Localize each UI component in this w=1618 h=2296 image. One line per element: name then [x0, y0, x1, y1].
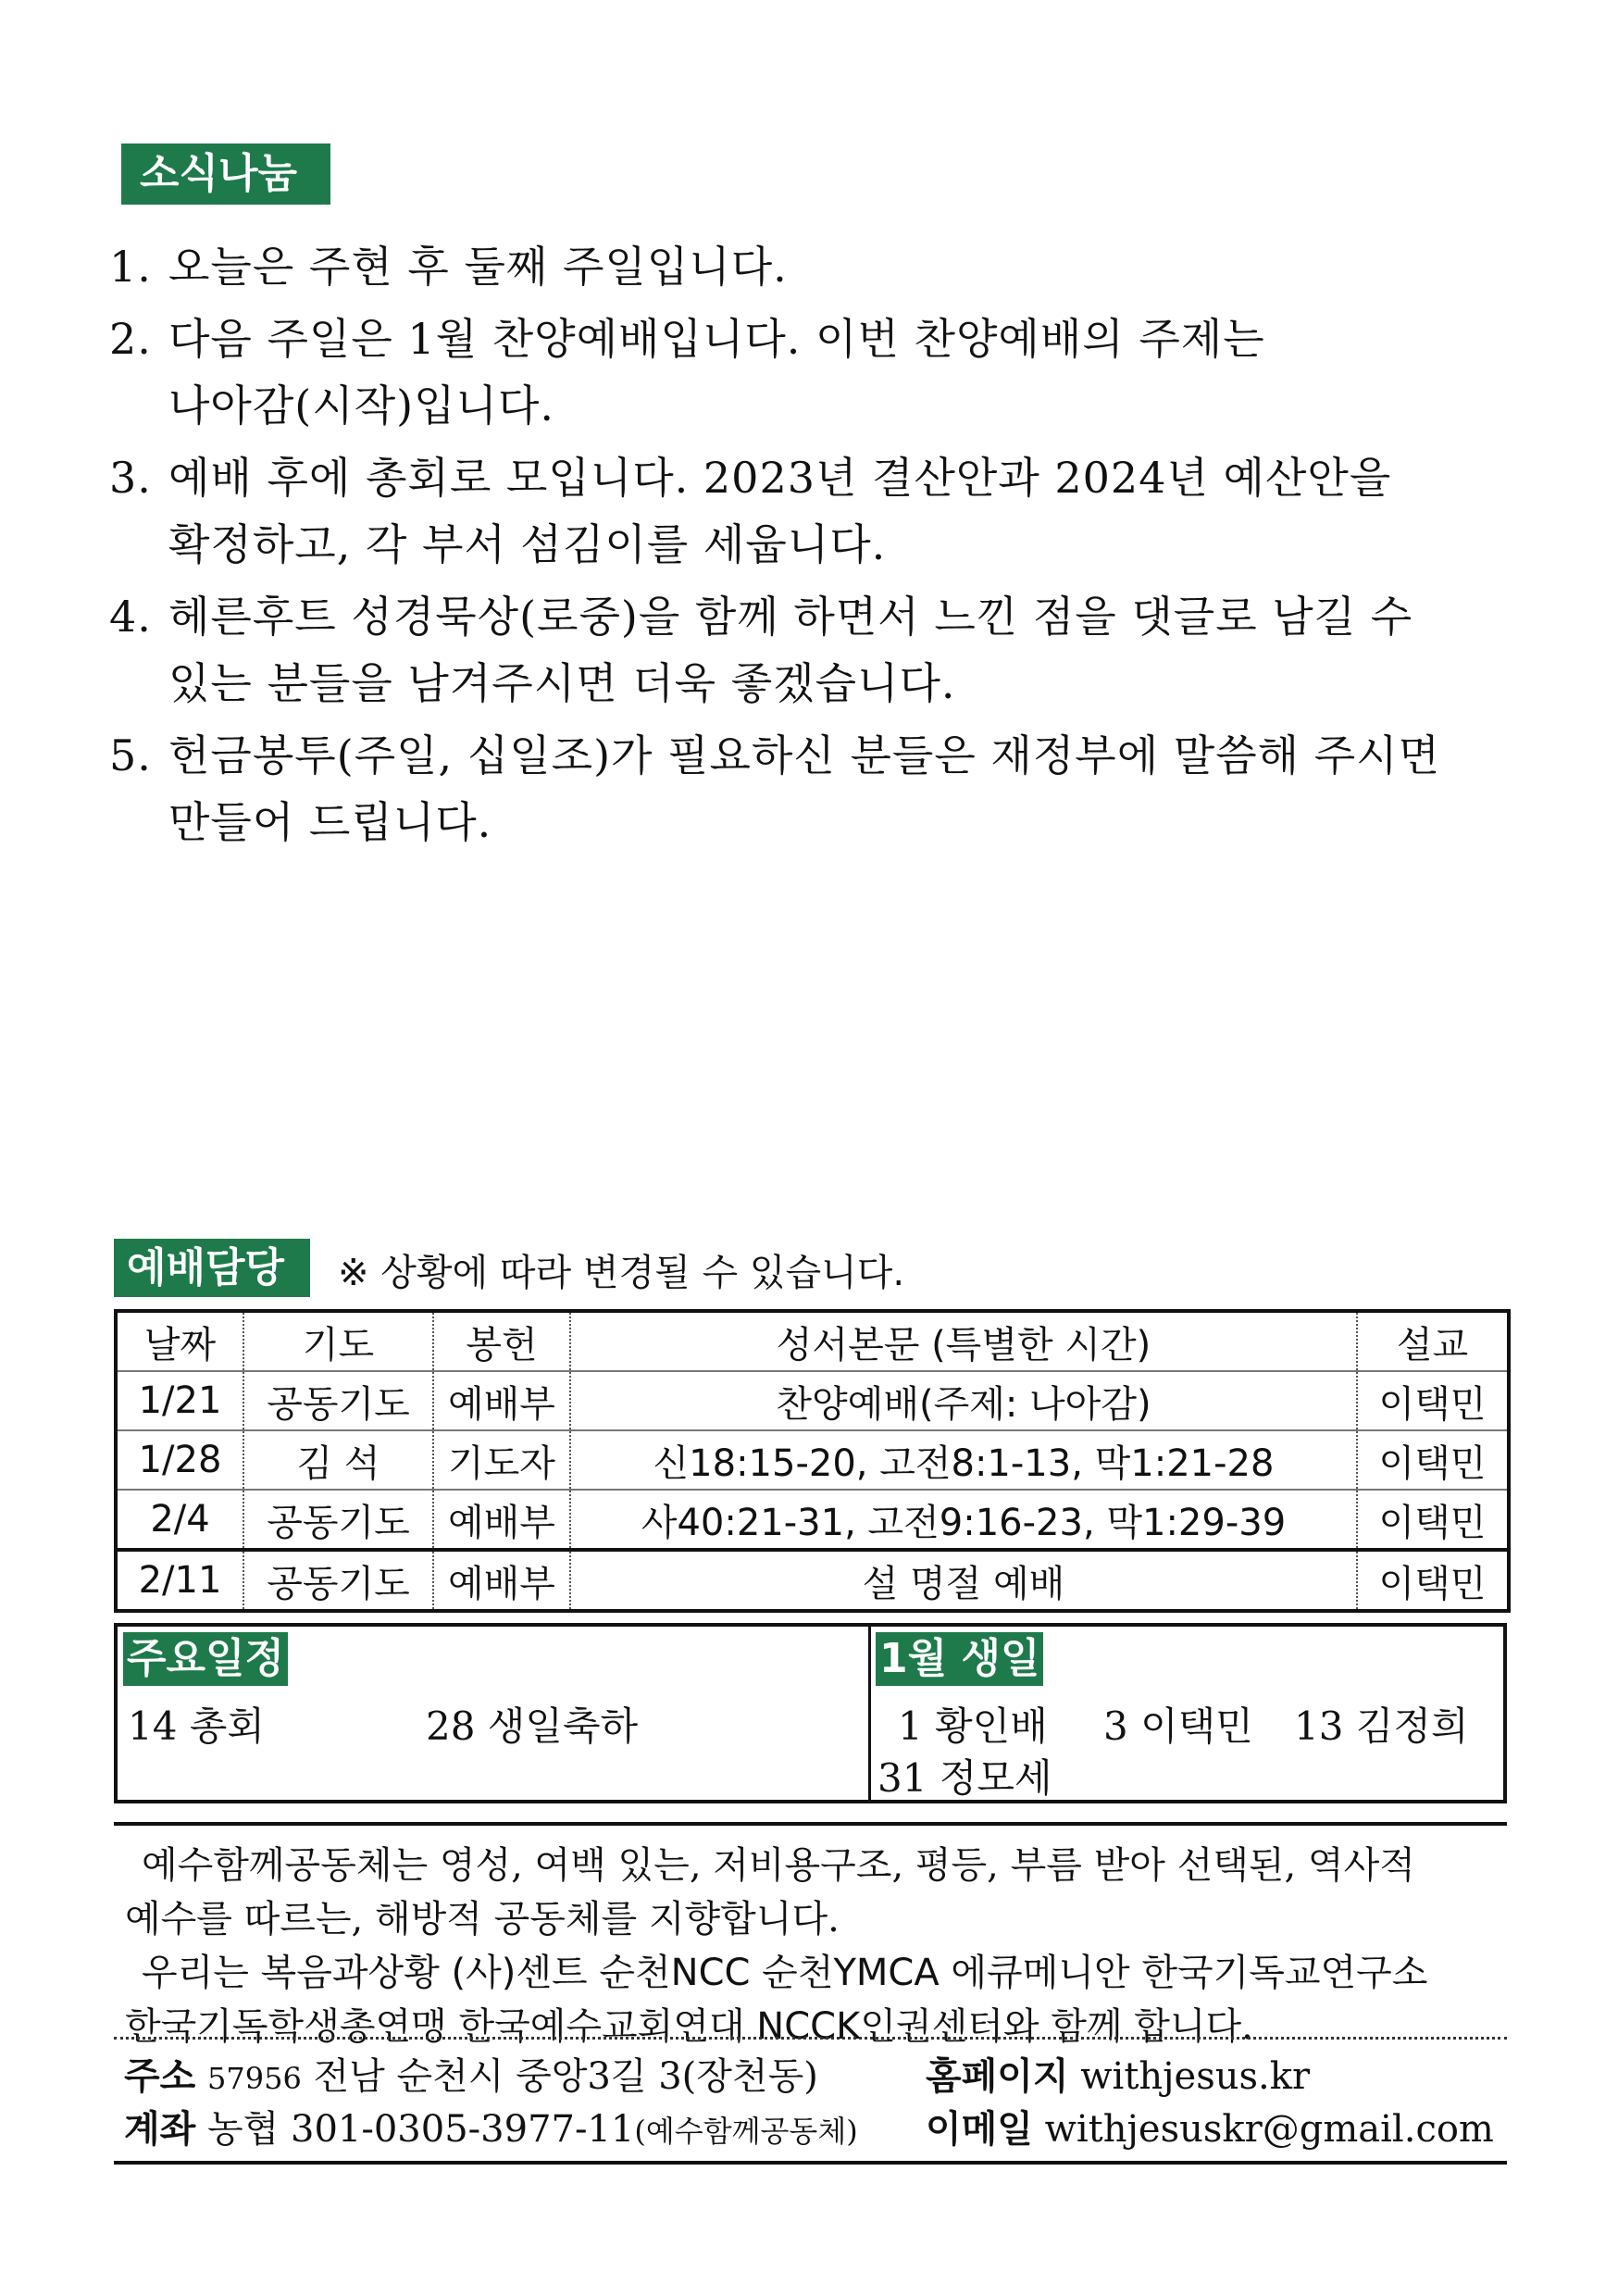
cell-scripture: 찬양예배(주제: 나아감) — [570, 1371, 1357, 1430]
header-prayer: 기도 — [243, 1311, 433, 1371]
event-item: 28 생일축하 — [426, 1703, 639, 1749]
address-label: 주소 — [124, 2055, 196, 2098]
birthday-item: 31 정모세 — [877, 1755, 1052, 1801]
cell-date: 1/28 — [116, 1430, 243, 1490]
box-divider — [868, 1627, 871, 1800]
birthday-item: 3 이택민 — [1103, 1703, 1253, 1749]
address-line — [124, 2051, 818, 2104]
table-row — [116, 1430, 1509, 1490]
about-line: 예수함께공동체는 영성, 여백 있는, 저비용구조, 평등, 부름 받아 선택된, 역사적 — [142, 1844, 1415, 1887]
address-zip: 57956 — [207, 2061, 302, 2096]
news-list — [109, 233, 1479, 861]
email-label: 이메일 — [926, 2108, 1033, 2151]
email-line — [926, 2103, 1494, 2155]
table-header-row — [116, 1311, 1509, 1371]
dotted-divider — [114, 2037, 1507, 2040]
cell-offering: 예배부 — [433, 1371, 570, 1430]
account-holder: (예수함께공동체) — [634, 2114, 858, 2149]
cell-date: 2/11 — [116, 1550, 243, 1611]
cell-sermon: 이택민 — [1357, 1490, 1509, 1550]
address-text: 전남 순천시 중앙3길 3(장천동) — [313, 2055, 818, 2098]
homepage-link[interactable]: withjesus.kr — [1080, 2055, 1311, 2098]
table-row — [116, 1371, 1509, 1430]
cell-prayer: 김 석 — [243, 1430, 433, 1490]
cell-scripture: 설 명절 예배 — [570, 1550, 1357, 1611]
news-item: 1. 오늘은 주현 후 둘째 주일입니다. — [109, 242, 788, 292]
news-item: 4. 헤른후트 성경묵상(로중)을 함께 하면서 느낀 점을 댓글로 남길 수 있는 분들을 남겨주시면 더욱 좋겠습니다. — [109, 592, 1413, 708]
email-link[interactable]: withjesuskr@gmail.com — [1044, 2108, 1494, 2151]
community-about — [114, 1822, 1507, 2053]
news-section-tag: 소식나눔 — [121, 144, 330, 205]
worship-schedule-table — [114, 1309, 1511, 1613]
birthdays-section-tag: 1월 생일 — [876, 1632, 1043, 1686]
about-partners-line: 우리는 복음과상황 (사)센트 순천NCC 순천YMCA 에큐메니안 한국기독교연구소 — [142, 1952, 1428, 1994]
news-item: 2. 다음 주일은 1월 찬양예배입니다. 이번 찬양예배의 주제는 나아감(시작)입니다. — [109, 314, 1265, 430]
cell-date: 1/21 — [116, 1371, 243, 1430]
cell-sermon: 이택민 — [1357, 1430, 1509, 1490]
homepage-label: 홈페이지 — [926, 2055, 1069, 2098]
partner-list: 복음과상황 (사)센트 순천NCC 순천YMCA 에큐메니안 한국기독교연구소 — [260, 1952, 1428, 1994]
cell-prayer: 공동기도 — [243, 1371, 433, 1430]
cell-offering: 기도자 — [433, 1430, 570, 1490]
birthday-item: 1 황인배 — [898, 1703, 1048, 1749]
table-row — [116, 1490, 1509, 1550]
header-sermon: 설교 — [1396, 1323, 1469, 1366]
cell-sermon: 이택민 — [1357, 1371, 1509, 1430]
worship-note: ※ 상황에 따라 변경될 수 있습니다. — [338, 1252, 905, 1294]
partner-list: 한국기독학생총연맹 한국예수교회연대 NCCK인권센터 — [125, 2005, 1003, 2048]
about-line: 예수를 따르는, 해방적 공동체를 지향합니다. — [125, 1898, 840, 1940]
homepage-line — [926, 2051, 1310, 2103]
events-section-tag: 주요일정 — [123, 1632, 288, 1686]
cell-scripture: 신18:15-20, 고전8:1-13, 막1:21-28 — [570, 1430, 1357, 1490]
cell-offering: 예배부 — [433, 1490, 570, 1550]
worship-section-tag: 예배담당 — [114, 1239, 310, 1297]
bottom-rule — [114, 2161, 1507, 2165]
cell-scripture: 사40:21-31, 고전9:16-23, 막1:29-39 — [570, 1490, 1357, 1550]
header-scripture: 성서본문 (특별한 시간) — [570, 1311, 1357, 1371]
cell-offering: 예배부 — [433, 1550, 570, 1611]
account-label: 계좌 — [124, 2108, 196, 2151]
header-offering: 봉헌 — [433, 1311, 570, 1371]
cell-sermon: 이택민 — [1357, 1550, 1509, 1611]
news-item: 5. 헌금봉투(주일, 십일조)가 필요하신 분들은 재정부에 말씀해 주시면 만들어 드립니다. — [109, 730, 1441, 847]
account-line — [124, 2103, 858, 2157]
cell-date: 2/4 — [116, 1490, 243, 1550]
cell-prayer: 공동기도 — [243, 1490, 433, 1550]
header-date: 날짜 — [116, 1311, 243, 1371]
event-item: 14 총회 — [128, 1703, 265, 1749]
cell-prayer: 공동기도 — [243, 1550, 433, 1611]
account-number: 농협 301-0305-3977-11 — [207, 2108, 635, 2151]
news-item: 3. 예배 후에 총회로 모입니다. 2023년 결산안과 2024년 예산안을 확정하고, 각 부서 섬김이를 세웁니다. — [109, 453, 1392, 569]
birthday-item: 13 김정희 — [1294, 1703, 1469, 1749]
table-row — [116, 1550, 1509, 1611]
about-partners-line: 한국기독학생총연맹 한국예수교회연대 NCCK인권센터와 함께 합니다. — [125, 2005, 1253, 2048]
